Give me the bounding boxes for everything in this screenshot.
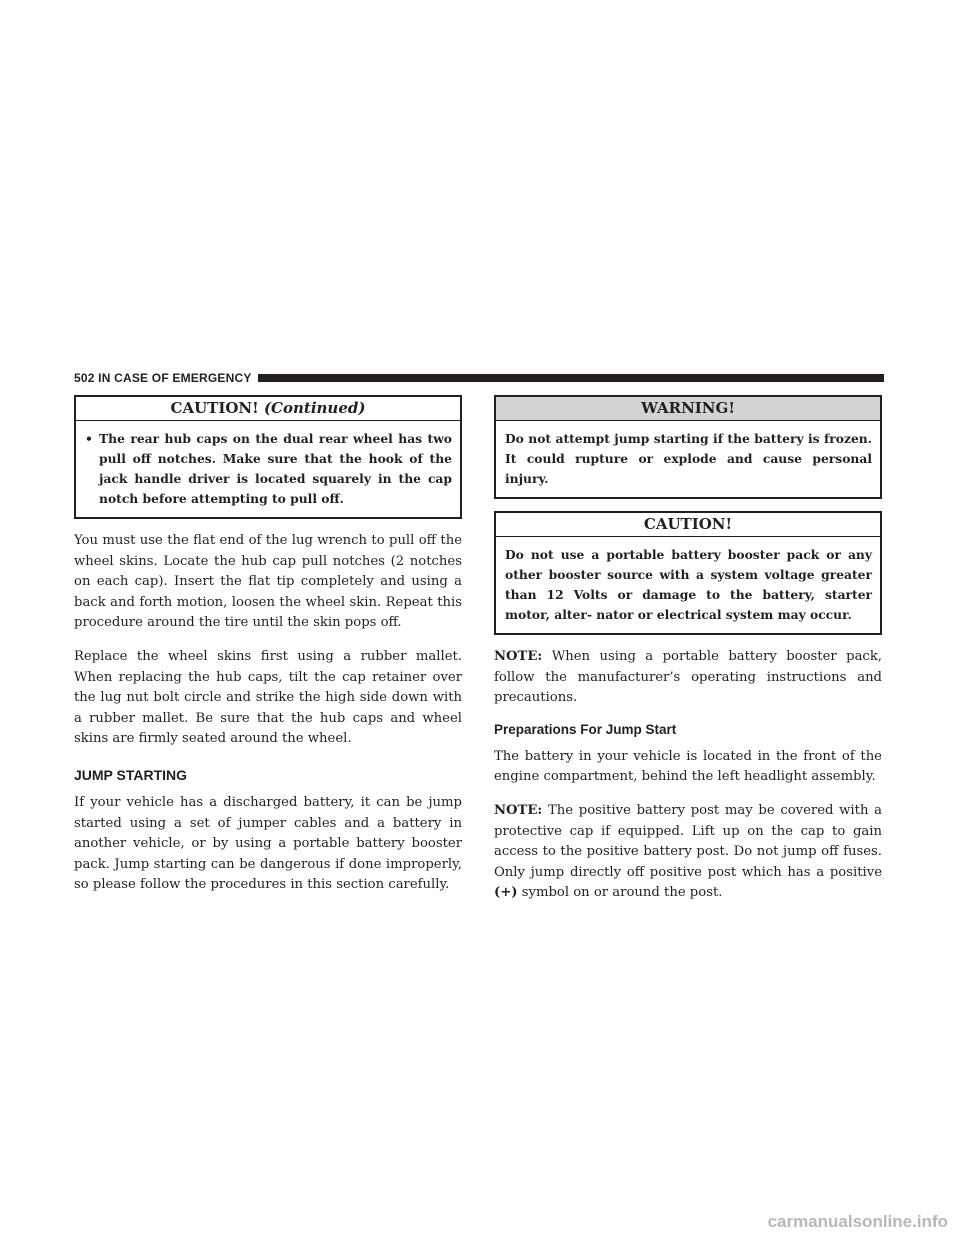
right-column bbox=[494, 395, 882, 917]
caution-continued-body bbox=[76, 421, 460, 517]
caution-continued-box bbox=[74, 395, 462, 519]
caution-title: CAUTION! bbox=[170, 399, 259, 417]
hub-cap-paragraph: Replace the wheel skins first using a rubber mallet. When replacing the hub caps, tilt the cap retainer over the lug nut bolt circle and strike the high side down with a rubber mallet. Be sure that the hub caps and wheel skins are firmly seated around the wheel. bbox=[74, 648, 462, 747]
caution-title: CAUTION! bbox=[496, 513, 880, 537]
battery-location-paragraph: The battery in your vehicle is located in the front of the engine compartment, behind the left headlight assembly. bbox=[494, 748, 882, 785]
note-text: The positive battery post may be covered with a protective cap if equipped. Lift up on the cap to gain access to the positive battery post. Do not jump off fuses. Only jump directly off positive post which has a positive bbox=[494, 802, 882, 880]
note-text-end: symbol on or around the post. bbox=[517, 885, 723, 901]
header-rule bbox=[258, 374, 884, 382]
warning-box bbox=[494, 395, 882, 499]
positive-symbol: (+) bbox=[494, 885, 518, 901]
continued-label: (Continued) bbox=[263, 399, 366, 417]
caution-bullet-text: The rear hub caps on the dual rear wheel has two pull off notches. Make sure that the hook of the jack handle driver is located squarely in the cap notch before attempting to pull off. bbox=[99, 431, 452, 506]
page-number: 502 bbox=[74, 371, 95, 385]
watermark: carmanualsonline.info bbox=[767, 1212, 948, 1231]
note-label: NOTE: bbox=[494, 649, 543, 664]
caution-continued-title bbox=[76, 397, 460, 421]
bullet-dot-icon: • bbox=[85, 431, 93, 446]
caution-body: Do not use a portable battery booster pack or any other booster source with a system voltage greater than 12 Volts or damage to the battery, starter motor, alter- nator or electrical system may occur. bbox=[505, 547, 872, 622]
jump-starting-heading: JUMP STARTING bbox=[74, 766, 188, 783]
caution-bullet bbox=[85, 429, 452, 509]
note-positive-post bbox=[494, 801, 882, 904]
note-booster-pack bbox=[494, 647, 882, 709]
preparations-heading: Preparations For Jump Start bbox=[494, 721, 677, 737]
note-text: When using a portable battery booster pack, follow the manufacturer’s operating instructions and precautions. bbox=[494, 649, 882, 706]
warning-body: Do not attempt jump starting if the battery is frozen. It could rupture or explode and cause personal injury. bbox=[505, 431, 872, 486]
page-number-and-section bbox=[74, 371, 252, 385]
warning-title: WARNING! bbox=[496, 397, 880, 421]
wheel-skin-paragraph: You must use the flat end of the lug wrench to pull off the wheel skins. Locate the hub cap pull notches (2 notches on each cap). Insert the flat tip completely and using a back and forth motion, loosen the wheel skin. Repeat this procedure around the tire until the skin pops off. bbox=[74, 533, 462, 631]
note-label: NOTE: bbox=[494, 802, 543, 818]
left-column bbox=[74, 395, 462, 909]
page-header bbox=[74, 371, 884, 385]
section-title: IN CASE OF EMERGENCY bbox=[98, 371, 252, 385]
caution-box bbox=[494, 511, 882, 635]
jump-starting-paragraph: If your vehicle has a discharged battery, it can be jump started using a set of jumper cables and a battery in another vehicle, or by using a portable battery booster pack. Jump starting can be dangerous if done improperly, so please follow the procedures in this section carefully. bbox=[74, 794, 462, 893]
